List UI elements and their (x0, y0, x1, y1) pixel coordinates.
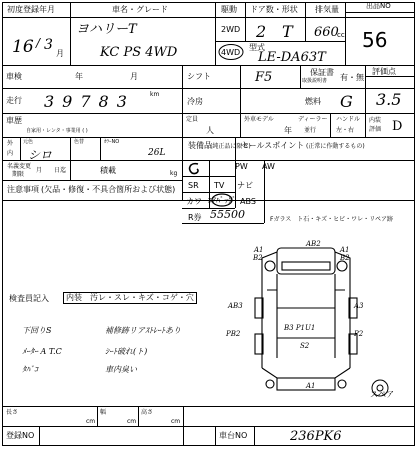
color-no-value: 26L (148, 148, 166, 158)
svg-text:AB2: AB2 (306, 240, 321, 248)
rule (215, 41, 345, 42)
lot-number: 56 (362, 28, 388, 52)
warranty-sub: 取扱説明書 (302, 78, 328, 84)
chassis-label: 車台NO (219, 431, 248, 440)
sales-point-sub: (正常に作動するもの) (306, 143, 365, 150)
rule (3, 65, 415, 66)
ext-color-value: シロ (28, 148, 53, 162)
svg-text:P2: P2 (354, 330, 364, 338)
model-label: 型式 (249, 43, 265, 52)
color-no-label: ｶﾗｰNO (104, 139, 120, 145)
car-name-label: 車名・グレード (112, 5, 168, 14)
equip-navi: ナビ (237, 181, 253, 190)
interior-label: 内装 (369, 117, 382, 124)
interior-value: D (392, 119, 403, 134)
notes-label: 注意事項 (7, 185, 39, 194)
fuel-value: G (340, 92, 353, 111)
sales-point-label: セールスポイント (241, 141, 305, 150)
grade-value: 3.5 (376, 90, 402, 109)
svg-text:B2: B2 (253, 254, 263, 262)
capacity-label: 定員 (186, 116, 199, 123)
displacement-label: 排気量 (315, 5, 339, 14)
chassis-value: 236PK6 (290, 429, 342, 444)
drive-4wd-circle (217, 43, 245, 61)
height-cm: cm (171, 418, 181, 425)
comment-2-b: ｼｰﾄ破れ(ト) (105, 347, 148, 356)
rule (215, 426, 216, 446)
height-label: 高さ (141, 409, 154, 416)
mileage-value: 39783 (44, 92, 135, 111)
svg-text:A1: A1 (340, 246, 350, 254)
ac-label: 冷房 (187, 97, 203, 106)
rule (345, 3, 346, 65)
dealer-sub: 並行 (304, 127, 317, 134)
rule (3, 137, 415, 138)
svg-text:ｴｱﾊﾞｯｸﾞ: ｴｱﾊﾞｯｸﾞ (208, 196, 236, 205)
lot-label: 出品NO (366, 2, 391, 10)
orig-color-label: 元色 (23, 139, 34, 145)
r-label: R券 (188, 213, 202, 222)
fuel-label: 燃料 (305, 97, 321, 106)
rule (97, 406, 98, 426)
capacity-unit: 人 (206, 126, 214, 135)
handle-label: ハンドル (336, 116, 361, 123)
loaded-unit: kg (170, 170, 178, 177)
length-cm: cm (86, 418, 96, 425)
drive-2wd: 2WD (221, 25, 241, 34)
equip-label: 装備品 (188, 141, 212, 150)
aircon-check-icon (184, 161, 206, 175)
name-change-label: 名義変更 (7, 163, 32, 170)
comment-2-a: ﾒｰﾀｰ A T.C (22, 347, 62, 356)
rule (3, 406, 415, 407)
inspection-month-unit: 月 (130, 72, 138, 81)
comment-1-b: 補修跡リアｽﾄﾚｰﾄあり (105, 326, 181, 335)
reg-no-label: 登録NO (6, 431, 35, 440)
shift-label: シフト (187, 72, 211, 81)
svg-text:AB3: AB3 (228, 302, 243, 310)
width-label: 幅 (100, 409, 107, 416)
inspection-year-unit: 年 (75, 72, 83, 81)
svg-text:S2: S2 (300, 342, 310, 350)
svg-text:A1: A1 (306, 382, 316, 390)
equip-aw: AW (262, 162, 275, 171)
glass-legend: Fガラス ト石・キズ・ヒビ・ワレ・リペア跡 (270, 216, 394, 223)
rule (245, 3, 246, 41)
rule (138, 406, 139, 426)
inspector-items: 内装 汚レ・スレ・キズ・コゲ・穴 (63, 292, 197, 304)
rule (305, 3, 306, 41)
car-name: ヨハリーT (76, 22, 137, 37)
svg-text:A1: A1 (254, 246, 264, 254)
rule (300, 65, 301, 89)
svg-text:PB2: PB2 (226, 330, 241, 338)
car-diagram (222, 238, 392, 403)
rule (3, 180, 182, 181)
mileage-label: 走行 (6, 96, 22, 105)
rule (264, 160, 265, 223)
rule (215, 3, 216, 65)
rule (70, 3, 71, 65)
rule (20, 137, 21, 160)
import-label: 外車モデル (244, 116, 274, 123)
usage-options: 自家用・レンタ・事業用 ( ) (26, 128, 88, 134)
rule (100, 137, 101, 160)
door-label: ドア数・形状 (250, 5, 298, 14)
warranty-choice: 有・無 (340, 73, 364, 82)
first-reg-label: 初度登録年月 (7, 5, 55, 14)
month-unit: 月 (56, 49, 64, 58)
ext-label: 外 (7, 140, 14, 147)
r-value: 55500 (210, 208, 245, 221)
rule (3, 88, 415, 89)
car-grade: KC PS 4WD (100, 45, 178, 60)
rule (254, 426, 255, 446)
grade-label: 評価点 (372, 67, 396, 76)
equip-tv: TV (214, 181, 225, 190)
km-unit: km (150, 91, 160, 98)
width-cm: cm (127, 418, 137, 425)
rule (70, 137, 71, 180)
loaded-label: 積載 (100, 166, 116, 175)
rule (345, 12, 415, 13)
spare-label: スペア (370, 390, 394, 399)
drive-4wd: 4WD (221, 48, 241, 57)
int-label: 内 (7, 150, 14, 157)
notes-sub: (欠品・修復・不具合箇所および状態) (41, 185, 176, 194)
rule (39, 426, 40, 446)
interior-sub: 評価 (369, 126, 382, 133)
usage-label: 車歴 (6, 116, 22, 125)
equip-sub: (純正品に限る) (210, 143, 251, 150)
equip-sr: SR (188, 181, 199, 190)
comment-3-a: ﾀﾊﾞｺ (22, 365, 38, 374)
equip-leather: カワ (186, 197, 202, 206)
door-count: 2 (256, 22, 267, 41)
warranty-label: 保証書 (310, 68, 334, 77)
inspector-label: 検査員記入 (9, 294, 49, 303)
model-code: LE-DA63T (258, 50, 326, 65)
rule (182, 223, 264, 224)
body-shape: T (282, 22, 293, 41)
equip-abs: ABS (240, 197, 256, 206)
handle-choice: 左・右 (336, 127, 355, 134)
name-change-label2: 期限 (12, 171, 25, 178)
rule (330, 113, 331, 137)
rule (183, 406, 184, 446)
svg-text:B2: B2 (340, 254, 350, 262)
reg-month: 3 (44, 37, 53, 53)
cc-unit: cc (337, 31, 345, 39)
comment-3-b: 車内臭い (105, 365, 137, 374)
drive-label: 駆動 (221, 5, 237, 14)
equip-pw: PW (235, 162, 248, 171)
reg-slash: / (36, 36, 41, 50)
svg-text:A3: A3 (354, 302, 364, 310)
inspection-label: 車検 (6, 72, 22, 81)
import-unit: 年 (284, 126, 292, 135)
airbag-circle-icon (210, 193, 234, 207)
rule (3, 17, 415, 18)
dealer-label: ディーラー (298, 116, 328, 123)
rule (3, 426, 415, 427)
shift-value: F5 (255, 70, 273, 85)
svg-text:B3 P1U1: B3 P1U1 (284, 324, 316, 332)
cc-value: 660 (314, 25, 339, 40)
rule (365, 65, 366, 137)
rule (240, 65, 241, 137)
comment-1-a: 下回りS (22, 326, 52, 335)
reg-year: 16 (12, 37, 34, 57)
name-change-dates: 月 日迄 (36, 167, 67, 174)
rule (3, 113, 415, 114)
color-change-label: 色替 (74, 139, 85, 145)
length-label: 長さ (6, 409, 19, 416)
